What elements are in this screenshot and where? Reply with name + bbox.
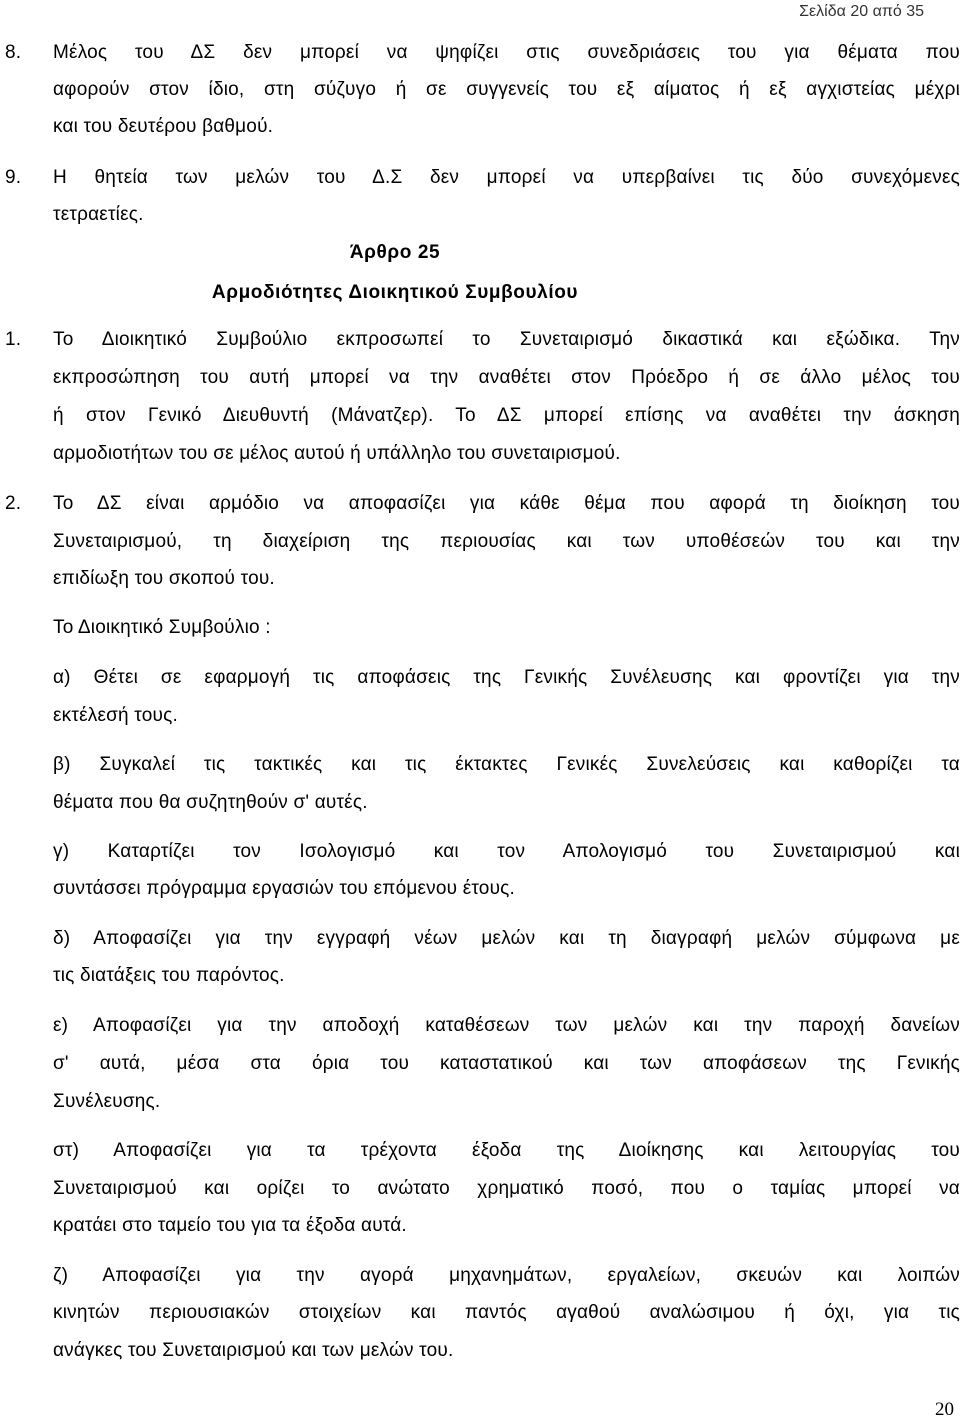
subitem-c-line-1: γ) Καταρτίζει τον Ισολογισμό και τον Απολογισμό του Συνεταιρισμού και [53, 841, 960, 862]
article-item-2-line-1 [5, 492, 960, 516]
article-item-2-line-2: Συνεταιρισμού, τη διαχείριση της περιουσίας και των υποθέσεών του και την [53, 531, 960, 552]
subitem-b-line-2: θέματα που θα συζητηθούν σ' αυτές. [53, 792, 368, 813]
subitem-st-line-2: Συνεταιρισμού και ορίζει το ανώτατο χρηματικό ποσό, που ο ταμίας μπορεί να [53, 1178, 960, 1199]
article-subtitle: Αρμοδιότητες Διοικητικού Συμβουλίου [211, 282, 579, 303]
item-9-line-1 [5, 166, 960, 190]
item-9-line-2: τετραετίες. [53, 204, 144, 225]
subitem-e-line-2: σ' αυτά, μέσα στα όρια του καταστατικού και των αποφάσεων της Γενικής [53, 1053, 960, 1074]
subitem-a-line-1: α) Θέτει σε εφαρμογή τις αποφάσεις της Γενικής Συνέλευσης και φροντίζει για την [53, 667, 960, 688]
subitem-d-line-1: δ) Αποφασίζει για την εγγραφή νέων μελών και τη διαγραφή μελών σύμφωνα με [53, 928, 960, 949]
subitem-st-line-1: στ) Αποφασίζει για τα τρέχοντα έξοδα της Διοίκησης και λειτουργίας του [53, 1140, 960, 1161]
article-item-1-line-3: ή στον Γενικό Διευθυντή (Μάνατζερ). Το ΔΣ μπορεί επίσης να αναθέτει την άσκηση [53, 405, 960, 426]
subitem-z-line-3: ανάγκες του Συνεταιρισμού και των μελών του. [53, 1340, 454, 1361]
item-8-line-1 [5, 41, 960, 65]
item-number: 2. [5, 493, 22, 514]
subitem-c-line-2: συντάσσει πρόγραμμα εργασιών του επόμενου έτους. [53, 878, 515, 899]
article-item-2-line-3: επιδίωξη του σκοπού του. [53, 568, 275, 589]
item-text: Μέλος του ΔΣ δεν μπορεί να ψηφίζει στις συνεδριάσεις του για θέματα που [53, 42, 960, 63]
item-text: Το Διοικητικό Συμβούλιο εκπροσωπεί το Συνεταιρισμό δικαστικά και εξώδικα. Την [53, 329, 960, 350]
item-text: Το ΔΣ είναι αρμόδιο να αποφασίζει για κάθε θέμα που αφορά τη διοίκηση του [53, 493, 960, 514]
item-8-line-2: αφορούν στον ίδιο, στη σύζυγο ή σε συγγενείς του εξ αίματος ή εξ αγχιστείας μέχρι [53, 79, 960, 100]
item-8-line-3: και του δευτέρου βαθμού. [53, 116, 274, 137]
subitem-d-line-2: τις διατάξεις του παρόντος. [53, 965, 285, 986]
article-item-1-line-2: εκπροσώπηση του αυτή μπορεί να την αναθέτει στον Πρόεδρο ή σε άλλο μέλος του [53, 367, 960, 388]
subitem-z-line-2: κινητών περιουσιακών στοιχείων και παντός αγαθού αναλώσιμου ή όχι, για τις [53, 1302, 960, 1323]
subitem-e-line-1: ε) Αποφασίζει για την αποδοχή καταθέσεων των μελών και την παροχή δανείων [53, 1015, 960, 1036]
subitem-z-line-1: ζ) Αποφασίζει για την αγορά μηχανημάτων, εργαλείων, σκευών και λοιπών [53, 1265, 960, 1286]
subitem-st-line-3: κρατάει στο ταμείο του για τα έξοδα αυτά. [53, 1215, 407, 1236]
page-header-label: Σελίδα 20 από 35 [799, 3, 924, 20]
article-item-1-line-1 [5, 328, 960, 352]
item-number: 9. [5, 167, 22, 188]
article-item-1-line-4: αρμοδιοτήτων του σε μέλος αυτού ή υπάλληλο του συνεταιρισμού. [53, 443, 621, 464]
subitem-b-line-1: β) Συγκαλεί τις τακτικές και τις έκτακτες Γενικές Συνελεύσεις και καθορίζει τα [53, 754, 960, 775]
article-title: Άρθρο 25 [349, 242, 441, 263]
board-intro: Το Διοικητικό Συμβούλιο : [53, 617, 271, 638]
item-number: 8. [5, 42, 22, 63]
item-number: 1. [5, 329, 22, 350]
subitem-a-line-2: εκτέλεσή τους. [53, 705, 178, 726]
item-text: Η θητεία των μελών του Δ.Σ δεν μπορεί να υπερβαίνει τις δύο συνεχόμενες [53, 167, 960, 188]
page-number: 20 [935, 1399, 954, 1420]
subitem-e-line-3: Συνέλευσης. [53, 1091, 161, 1112]
